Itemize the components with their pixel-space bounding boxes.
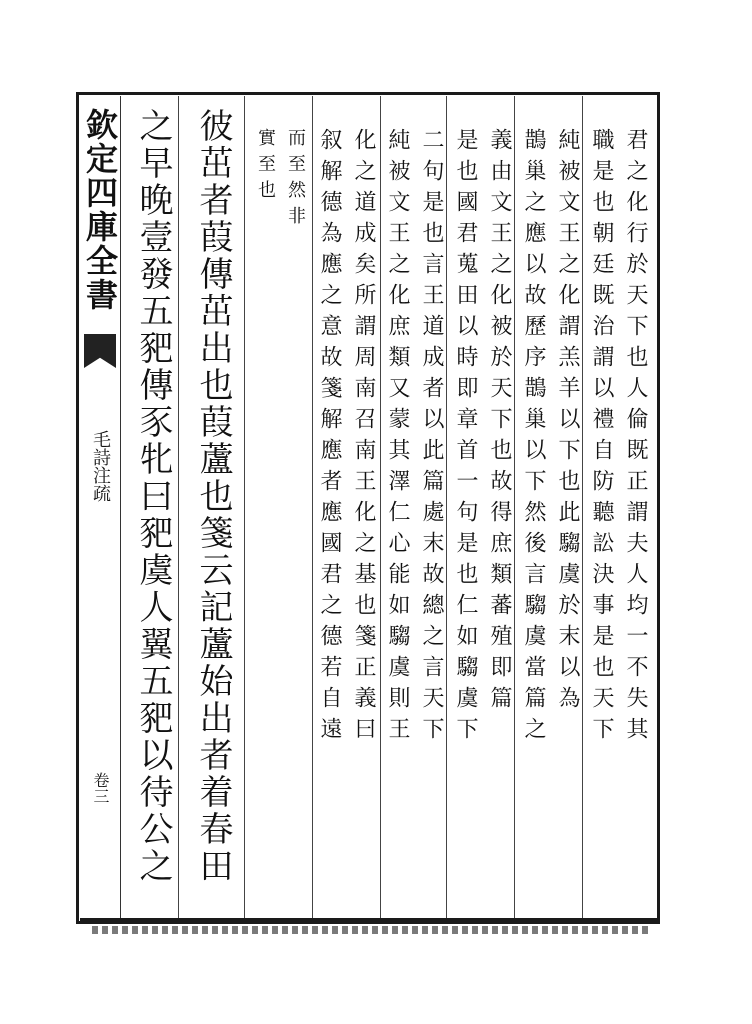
page-number: 卷三: [91, 772, 110, 804]
book-title: 毛詩注疏: [90, 430, 111, 502]
text-column: 純被文王之化謂羔羊以下也此騶虞於末以為: [555, 128, 580, 717]
text-column: 化之道成矣所謂周南召南王化之基也箋正義曰: [351, 128, 376, 748]
text-column: 是也國君蒐田以時即章首一句是也仁如騶虞下: [453, 128, 478, 748]
series-title: 欽定四庫全書: [81, 108, 119, 312]
bottom-rule: [80, 918, 660, 922]
text-column: 叙解德為應之意故箋解應者應國君之德若自遠: [317, 128, 342, 748]
column-divider: [380, 96, 381, 920]
main-text-column: 彼茁者葭傳茁出也葭蘆也箋云記蘆始出者着春田: [193, 108, 233, 885]
main-text-column: 之早晚壹發五豝傳豕牝曰豝虞人翼五豝以待公之: [133, 108, 173, 885]
column-divider: [312, 96, 313, 920]
text-column: 二句是也言王道成者以此篇處末故總之言天下: [419, 128, 444, 748]
column-divider: [446, 96, 447, 920]
footer-ornament: [92, 926, 652, 934]
text-column: 鵲巢之應以故歷序鵲巢以下然後言騶虞當篇之: [521, 128, 546, 748]
text-column: 純被文王之化庶類又蒙其澤仁心能如騶虞則王: [385, 128, 410, 748]
text-column: 實至也: [255, 128, 276, 206]
text-column: 職是也朝廷既治謂以禮自防聽訟決事是也天下: [589, 128, 614, 748]
text-column: 君之化行於天下也人倫既正謂夫人均一不失其: [623, 128, 648, 748]
text-column: 而至然非: [285, 128, 306, 232]
column-divider: [514, 96, 515, 920]
text-column: 義由文王之化被於天下也故得庶類蕃殖即篇: [487, 128, 512, 717]
column-divider: [582, 96, 583, 920]
column-divider: [178, 96, 179, 920]
column-divider: [244, 96, 245, 920]
